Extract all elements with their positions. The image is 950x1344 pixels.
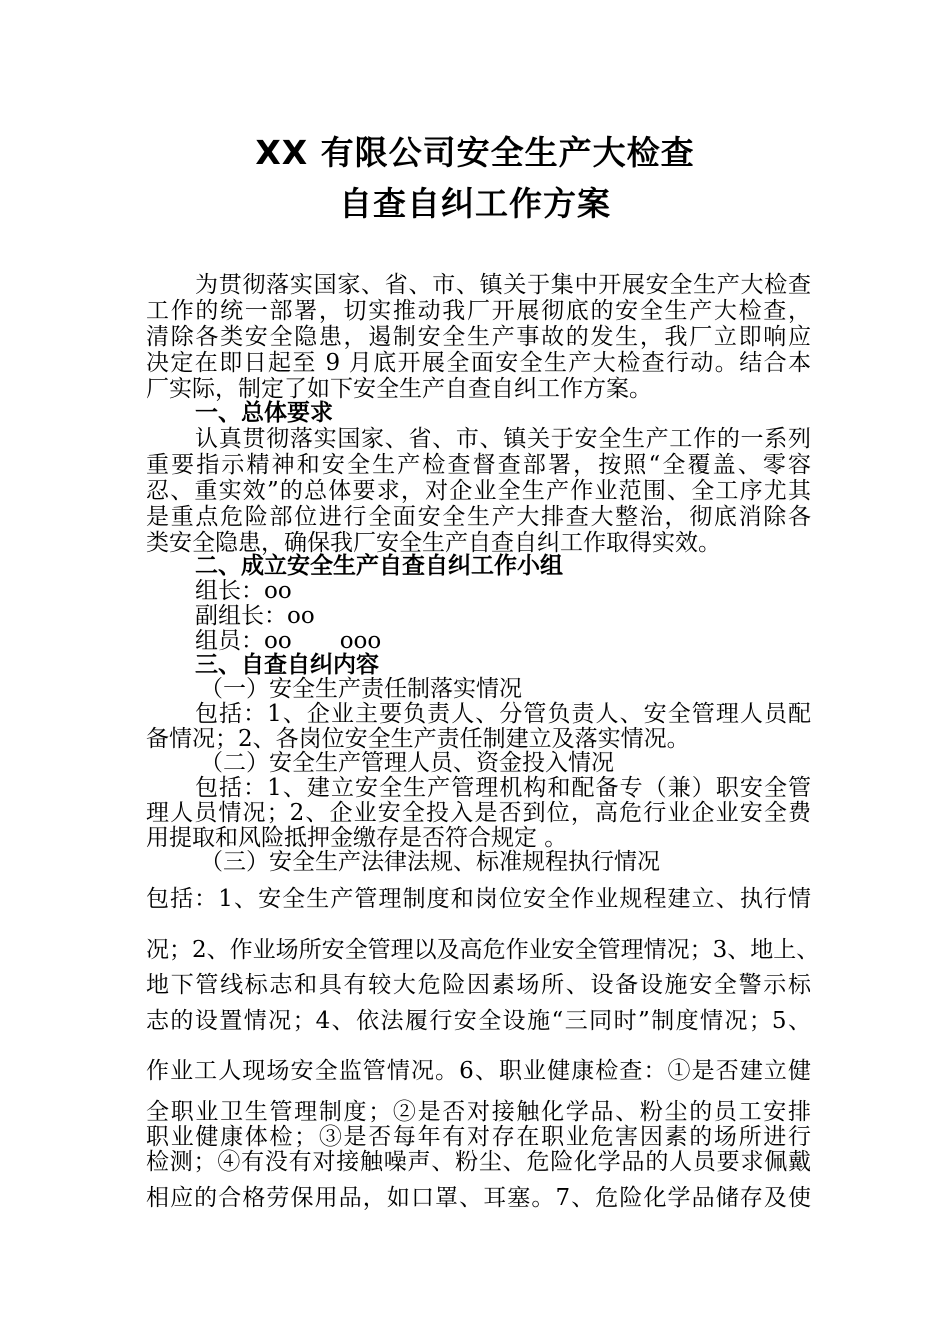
deputy-leader-line: [195, 603, 811, 629]
group-leader-label: 组长：: [195, 578, 264, 604]
subsection-1-line: 包括：1、企业主要负责人、分管负责人、安全管理人员配: [195, 701, 811, 727]
subsection-3-line: 包括：1、安全生产管理制度和岗位安全作业规程建立、执行情: [146, 886, 811, 912]
subsection-3-line: 相应的合格劳保用品，如口罩、耳塞。7、危险化学品储存及使: [146, 1185, 811, 1211]
subsection-3-line: 作业工人现场安全监管情况。6、职业健康检查：①是否建立健: [146, 1058, 811, 1084]
deputy-leader-label: 副组长：: [195, 603, 287, 629]
subsection-3-line: 职业健康体检；③是否每年有对存在职业危害因素的场所进行: [146, 1124, 811, 1150]
subsection-3-line: 况；2、作业场所安全管理以及高危作业安全管理情况；3、地上、: [146, 937, 820, 963]
subsection-3-line: 志的设置情况；4、依法履行安全设施“三同时”制度情况；5、: [146, 1008, 811, 1034]
subsection-heading-2: （二）安全生产管理人员、资金投入情况: [200, 750, 614, 776]
subsection-3-line: 检测；④有没有对接触噪声、粉尘、危险化学品的人员要求佩戴: [146, 1149, 811, 1175]
members-value-1: oo: [264, 628, 292, 654]
section-heading-1: 一、总体要求: [195, 400, 333, 426]
subsection-2-line: 理人员情况；2、企业安全投入是否到位，高危行业企业安全费: [146, 800, 811, 826]
document-title-line-2: 自查自纠工作方案: [339, 184, 611, 223]
subsection-heading-3: （三）安全生产法律法规、标准规程执行情况: [200, 849, 660, 875]
subsection-1-line: 备情况；2、各岗位安全生产责任制建立及落实情况。: [146, 726, 690, 752]
intro-line: 为贯彻落实国家、省、市、镇关于集中开展安全生产大检查: [195, 272, 811, 298]
group-leader-value: oo: [264, 578, 292, 604]
members-value-2: ooo: [339, 628, 382, 654]
subsection-2-line: 用提取和风险抵押金缴存是否符合规定 。: [146, 825, 568, 851]
intro-line: 工作的统一部署，切实推动我厂开展彻底的安全生产大检查，: [146, 298, 811, 324]
members-label: 组员：: [195, 628, 264, 654]
subsection-3-line: 地下管线标志和具有较大危险因素场所、设备设施安全警示标: [146, 972, 811, 998]
section-1-line: 忍、重实效”的总体要求，对企业全生产作业范围、全工序尤其: [146, 478, 811, 504]
section-1-line: 重要指示精神和安全生产检查督查部署，按照“全覆盖、零容: [146, 452, 811, 478]
section-1-line: 是重点危险部位进行全面安全生产大排查大整治，彻底消除各: [146, 504, 811, 530]
group-leader-line: [195, 578, 811, 604]
intro-line: 决定在即日起至 9 月底开展全面安全生产大检查行动。结合本: [146, 350, 811, 376]
section-heading-2: 二、成立安全生产自查自纠工作小组: [195, 553, 563, 579]
subsection-3-line: 全职业卫生管理制度；②是否对接触化学品、粉尘的员工安排: [146, 1099, 811, 1125]
intro-line: 厂实际，制定了如下安全生产自查自纠工作方案。: [146, 376, 652, 402]
document-title-line-1: XX 有限公司安全生产大检查: [255, 133, 695, 172]
subsection-2-line: 包括：1、建立安全生产管理机构和配备专（兼）职安全管: [195, 775, 811, 801]
section-1-line: 类安全隐患，确保我厂安全生产自查自纠工作取得实效。: [146, 530, 721, 556]
section-1-line: 认真贯彻落实国家、省、市、镇关于安全生产工作的一系列: [195, 426, 811, 452]
section-heading-3: 三、自查自纠内容: [195, 652, 379, 678]
members-line: [195, 628, 811, 654]
intro-line: 清除各类安全隐患，遏制安全生产事故的发生，我厂立即响应: [146, 324, 811, 350]
deputy-leader-value: oo: [287, 603, 315, 629]
subsection-heading-1: （一）安全生产责任制落实情况: [200, 676, 522, 702]
